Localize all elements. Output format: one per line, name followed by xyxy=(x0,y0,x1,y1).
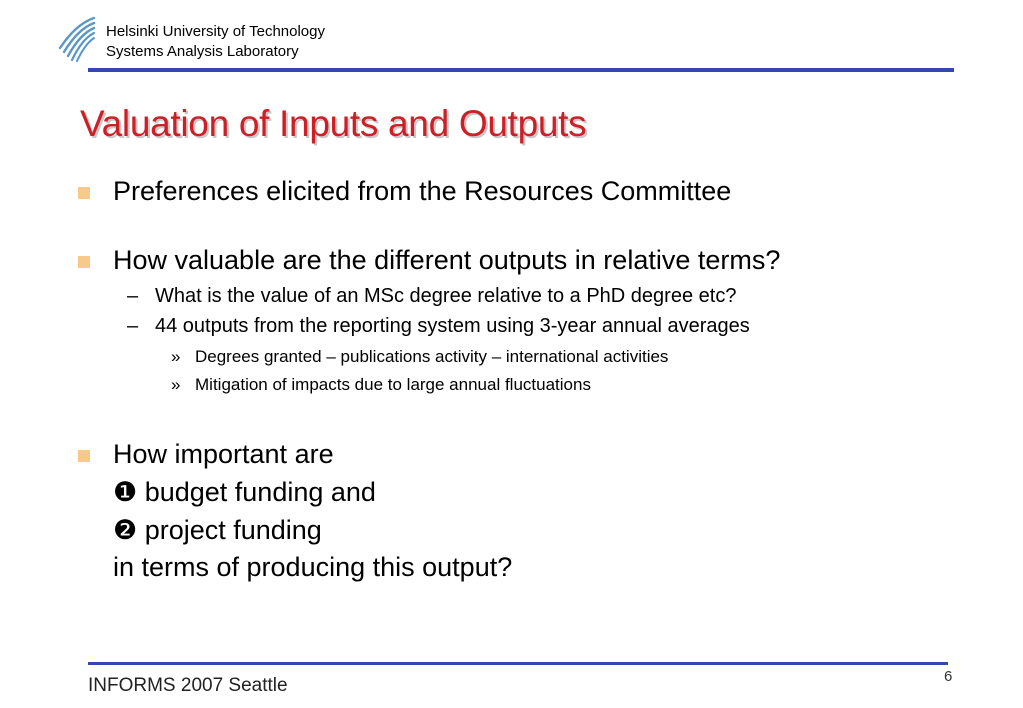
sub-bullet-text: 44 outputs from the reporting system using 3-year annual averages xyxy=(155,315,750,337)
bullet-text-line: in terms of producing this output? xyxy=(113,552,513,582)
bullet-text: How important are xyxy=(113,439,334,469)
bullet-square-icon xyxy=(78,450,90,462)
sub-sub-bullet-text: Mitigation of impacts due to large annual fluctuations xyxy=(195,375,591,394)
header-divider xyxy=(88,68,954,72)
bullet-text: How valuable are the different outputs in relative terms? xyxy=(113,245,781,275)
page-number: 6 xyxy=(944,668,953,685)
dash-marker: – xyxy=(127,285,139,307)
chevron-marker: » xyxy=(171,375,181,394)
bullet-square-icon xyxy=(78,187,90,199)
slide-title: Valuation of Inputs and Outputs xyxy=(80,103,587,144)
institution-header xyxy=(106,22,325,62)
chevron-marker: » xyxy=(171,347,181,366)
dash-marker: – xyxy=(127,315,139,337)
university-logo xyxy=(56,14,98,62)
bullet-text: Preferences elicited from the Resources Committee xyxy=(113,176,732,206)
footer-event: INFORMS 2007 Seattle xyxy=(88,675,288,696)
lab-name: Systems Analysis Laboratory xyxy=(106,43,299,60)
bullet-text-line: ❶ budget funding and xyxy=(113,477,376,507)
institution-name: Helsinki University of Technology xyxy=(106,23,325,40)
bullet-square-icon xyxy=(78,256,90,268)
footer-divider xyxy=(88,662,948,665)
bullet-text-line: ❷ project funding xyxy=(113,515,322,545)
sub-bullet-text: What is the value of an MSc degree relative to a PhD degree etc? xyxy=(155,285,737,307)
sub-sub-bullet-text: Degrees granted – publications activity – international activities xyxy=(195,347,669,366)
